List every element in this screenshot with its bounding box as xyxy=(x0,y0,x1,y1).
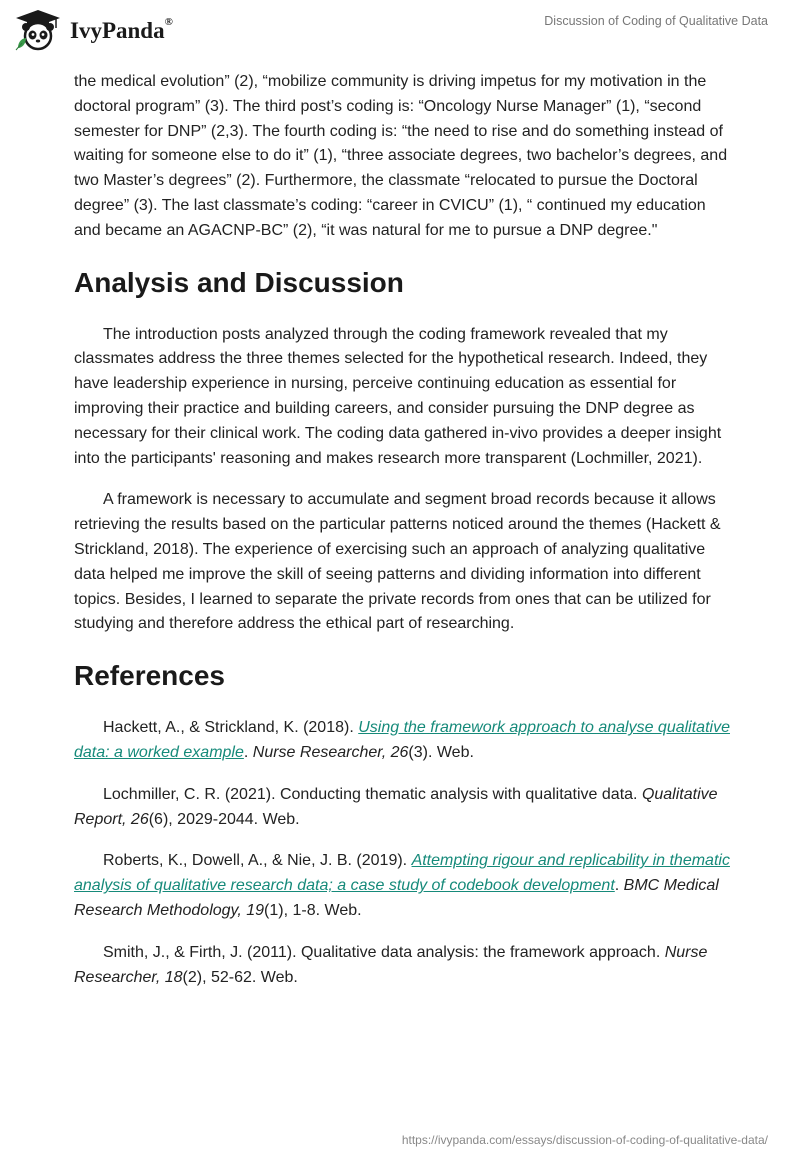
analysis-paragraph-1: The introduction posts analyzed through the coding framework revealed that my classmates address the three themes selected for the hypothetical research. Indeed, they have leadership experience in nursing, perceive continuing education as essential for improving their practice and building careers, and consider pursuing the DNP degree as necessary for their clinical work. The coding data gathered in-vivo provides a deeper insight into the participants' reasoning and makes research more transparent (Lochmiller, 2021). xyxy=(74,325,722,467)
footer-url: https://ivypanda.com/essays/discussion-of-coding-of-qualitative-data/ xyxy=(401,1133,768,1147)
logo-wordmark: IvyPanda® xyxy=(70,16,173,43)
continued-paragraph: the medical evolution” (2), “mobilize community is driving impetus for my motivation in the doctoral program” (3). The third post’s coding is: “Oncology Nurse Manager” (1), “second semester for DNP” (2,3). The fourth coding is: “the need to rise and do something instead of waiting for someone else to do it” (1), “three associate degrees, two bachelor’s degrees, and two Master’s degrees” (2). Furthermore, the classmate “relocated to pursue the Doctoral degree” (3). The last classmate’s coding: “career in CVICU” (1), “ continued my education and became an AGACNP-BC” (2), “it was natural for me to pursue a DNP degree." xyxy=(74,73,728,239)
ivypanda-logo[interactable] xyxy=(12,8,173,52)
reference-item: Lochmiller, C. R. (2021). Conducting thematic analysis with qualitative data. Qualitative Report, 26(6), 2029-2044. Web. xyxy=(74,785,718,828)
reference-item: Roberts, K., Dowell, A., & Nie, J. B. (2019). Attempting rigour and replicability in thematic analysis of qualitative research data; a case study of codebook development. BMC Medical Research Methodology, 19(1), 1-8. Web. xyxy=(74,852,730,919)
analysis-paragraph-2: A framework is necessary to accumulate and segment broad records because it allows retrieving the results based on the particular patterns noticed around the themes (Hackett & Strickland, 2018). The experience of exercising such an approach of analyzing qualitative data helped me improve the skill of seeing patterns and dividing information into different topics. Besides, I learned to separate the private records from ones that can be utilized for studying and therefore address the ethical part of researching. xyxy=(74,491,721,633)
analysis-heading: Analysis and Discussion xyxy=(74,266,404,298)
reference-link[interactable]: Using the framework approach to analyse qualitative data: a worked example xyxy=(74,719,730,761)
reference-item: Hackett, A., & Strickland, K. (2018). Using the framework approach to analyse qualitative data: a worked example. Nurse Researcher, 26(3). Web. xyxy=(74,719,730,761)
reference-link[interactable]: Attempting rigour and replicability in thematic analysis of qualitative research data; a case study of codebook development xyxy=(74,852,730,895)
essay-content xyxy=(74,70,730,1007)
reference-item: Smith, J., & Firth, J. (2011). Qualitative data analysis: the framework approach. Nurse Researcher, 18(2), 52-62. Web. xyxy=(74,943,708,986)
page-header xyxy=(0,0,800,70)
document-title: Discussion of Coding of Qualitative Data xyxy=(544,14,768,28)
references-heading: References xyxy=(74,660,225,692)
panda-graduate-icon xyxy=(12,8,64,52)
